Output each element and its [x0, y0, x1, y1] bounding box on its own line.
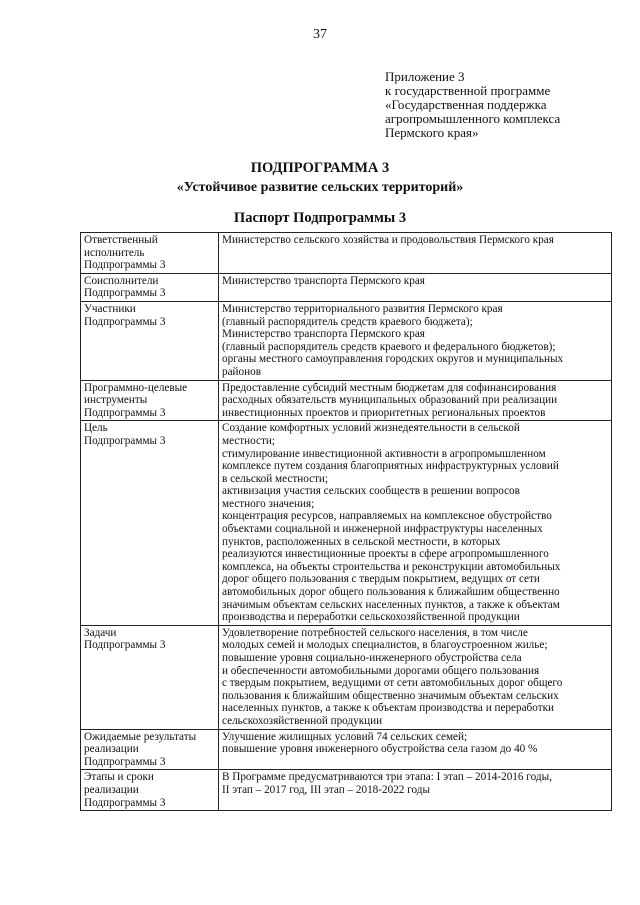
value-line: Министерство сельского хозяйства и продовольствия Пермского края: [222, 234, 554, 246]
row-label: [81, 770, 219, 811]
label-line: Подпрограммы 3: [84, 639, 166, 652]
appendix-line: «Государственная поддержка: [385, 97, 547, 112]
value-line: II этап – 2017 год, III этап – 2018-2022 годы: [222, 783, 430, 796]
row-value: [219, 625, 612, 729]
label-line: Подпрограммы 3: [84, 287, 166, 300]
table-row: [81, 380, 612, 421]
row-label: [81, 380, 219, 421]
value-line: населенных пунктов, а также к объектам производства и переработки: [222, 702, 555, 715]
value-line: Министерство транспорта Пермского края: [222, 274, 425, 287]
value-line: повышение уровня инженерного обустройства села газом до 40 %: [222, 743, 538, 756]
row-value: [219, 233, 612, 274]
table-row: [81, 233, 612, 274]
value-line: активизация участия сельских сообществ в решении вопросов: [222, 485, 520, 498]
value-line: и обеспеченности автомобильными дорогами общего пользования: [222, 664, 540, 677]
value-line: производства и переработки сельскохозяйственной продукции: [222, 611, 520, 624]
label-line: Ответственный: [84, 234, 158, 246]
label-line: Ожидаемые результаты: [84, 730, 197, 743]
value-line: повышение уровня социально-инженерного обустройства села: [222, 652, 522, 664]
table-row: [81, 729, 612, 770]
label-line: Участники: [84, 302, 136, 315]
label-line: Подпрограммы 3: [84, 259, 166, 272]
label-line: Задачи: [84, 626, 117, 639]
appendix-line: Приложение 3: [385, 69, 465, 84]
subprogram-subtitle: «Устойчивое развитие сельских территорий»: [176, 180, 464, 195]
label-line: Подпрограммы 3: [84, 434, 166, 447]
value-line: стимулирование инвестиционной активности в агропромышленном: [222, 447, 546, 460]
value-line: инвестиционных проектов и приоритетных региональных проектов: [222, 406, 546, 419]
label-line: Подпрограммы 3: [84, 406, 166, 419]
row-label: [81, 233, 219, 274]
label-line: Программно-целевые: [84, 381, 188, 394]
row-value: [219, 729, 612, 770]
value-line: комплексе путем создания благоприятных инфраструктурных условий: [222, 460, 559, 473]
row-value: [219, 380, 612, 421]
value-line: органы местного самоуправления городских округов и муниципальных: [222, 353, 564, 366]
table-row: [81, 421, 612, 626]
label-line: Этапы и сроки: [84, 771, 154, 784]
table-row: [81, 273, 612, 301]
value-line: (главный распорядитель средств краевого и федерального бюджетов);: [222, 340, 556, 353]
label-line: Подпрограммы 3: [84, 315, 166, 328]
value-line: Министерство территориального развития Пермского края: [222, 302, 503, 315]
row-value: [219, 273, 612, 301]
row-label: [81, 301, 219, 380]
table-row: [81, 770, 612, 811]
value-line: пунктов, расположенных в сельской местности, в которых: [222, 535, 501, 548]
value-line: комплекса, на объекты строительства и реконструкции автомобильных: [222, 560, 561, 573]
label-line: инструменты: [84, 394, 148, 407]
table-row: [81, 625, 612, 729]
appendix-note: [385, 70, 625, 140]
value-line: автомобильных дорог общего пользования к ближайшим общественно: [222, 586, 560, 599]
value-line: Создание комфортных условий жизнедеятельности в сельской: [222, 422, 520, 435]
row-value: [219, 301, 612, 380]
row-label: [81, 273, 219, 301]
label-line: реализации: [84, 783, 139, 796]
value-line: местного значения;: [222, 497, 315, 510]
passport-table: [80, 232, 612, 811]
value-line: В Программе предусматриваются три этапа: I этап – 2014-2016 годы,: [222, 771, 552, 784]
value-line: с твердым покрытием, ведущими от сети автомобильных дорог общего: [222, 677, 563, 690]
value-line: местности;: [222, 434, 275, 447]
subprogram-heading: ПОДПРОГРАММА 3: [250, 160, 390, 176]
page-number: 37: [313, 27, 327, 42]
value-line: районов: [222, 365, 262, 378]
label-line: Подпрограммы 3: [84, 796, 166, 809]
value-line: молодых семей и молодых специалистов, в благоустроенном жилье;: [222, 639, 548, 652]
appendix-line: агропромышленного комплекса: [385, 111, 561, 126]
label-line: Соисполнители: [84, 274, 159, 287]
value-line: (главный распорядитель средств краевого бюджета);: [222, 315, 473, 328]
appendix-line: Пермского края»: [385, 125, 479, 140]
label-line: реализации: [84, 743, 139, 756]
value-line: Предоставление субсидий местным бюджетам для софинансирования: [222, 381, 557, 394]
row-label: [81, 729, 219, 770]
row-value: [219, 770, 612, 811]
row-label: [81, 421, 219, 626]
value-line: в сельской местности;: [222, 472, 329, 485]
value-line: значимым объектам сельских населенных пунктов, а также к объектам: [222, 598, 560, 611]
value-line: дорог общего пользования с твердым покрытием, ведущих от сети: [222, 573, 540, 586]
appendix-line: к государственной программе: [385, 83, 551, 98]
label-line: Подпрограммы 3: [84, 755, 166, 768]
label-line: Цель: [84, 422, 108, 435]
table-row: [81, 301, 612, 380]
passport-title: Паспорт Подпрограммы 3: [233, 210, 407, 226]
value-line: Улучшение жилищных условий 74 сельских семей;: [222, 730, 468, 743]
value-line: Министерство транспорта Пермского края: [222, 328, 425, 341]
row-label: [81, 625, 219, 729]
value-line: объектами социальной и инженерной инфраструктуры населенных: [222, 523, 543, 536]
value-line: расходных обязательств муниципальных образований при реализации: [222, 394, 558, 407]
value-line: концентрация ресурсов, направляемых на комплексное обустройство: [222, 510, 552, 523]
row-value: [219, 421, 612, 626]
value-line: реализуются инвестиционные проекты в сфере агропромышленного: [222, 548, 549, 561]
value-line: пользования к ближайшим общественно значимым объектам сельских: [222, 689, 559, 702]
value-line: Удовлетворение потребностей сельского населения, в том числе: [222, 626, 528, 639]
label-line: исполнитель: [84, 246, 145, 259]
value-line: сельскохозяйственной продукции: [222, 714, 383, 727]
